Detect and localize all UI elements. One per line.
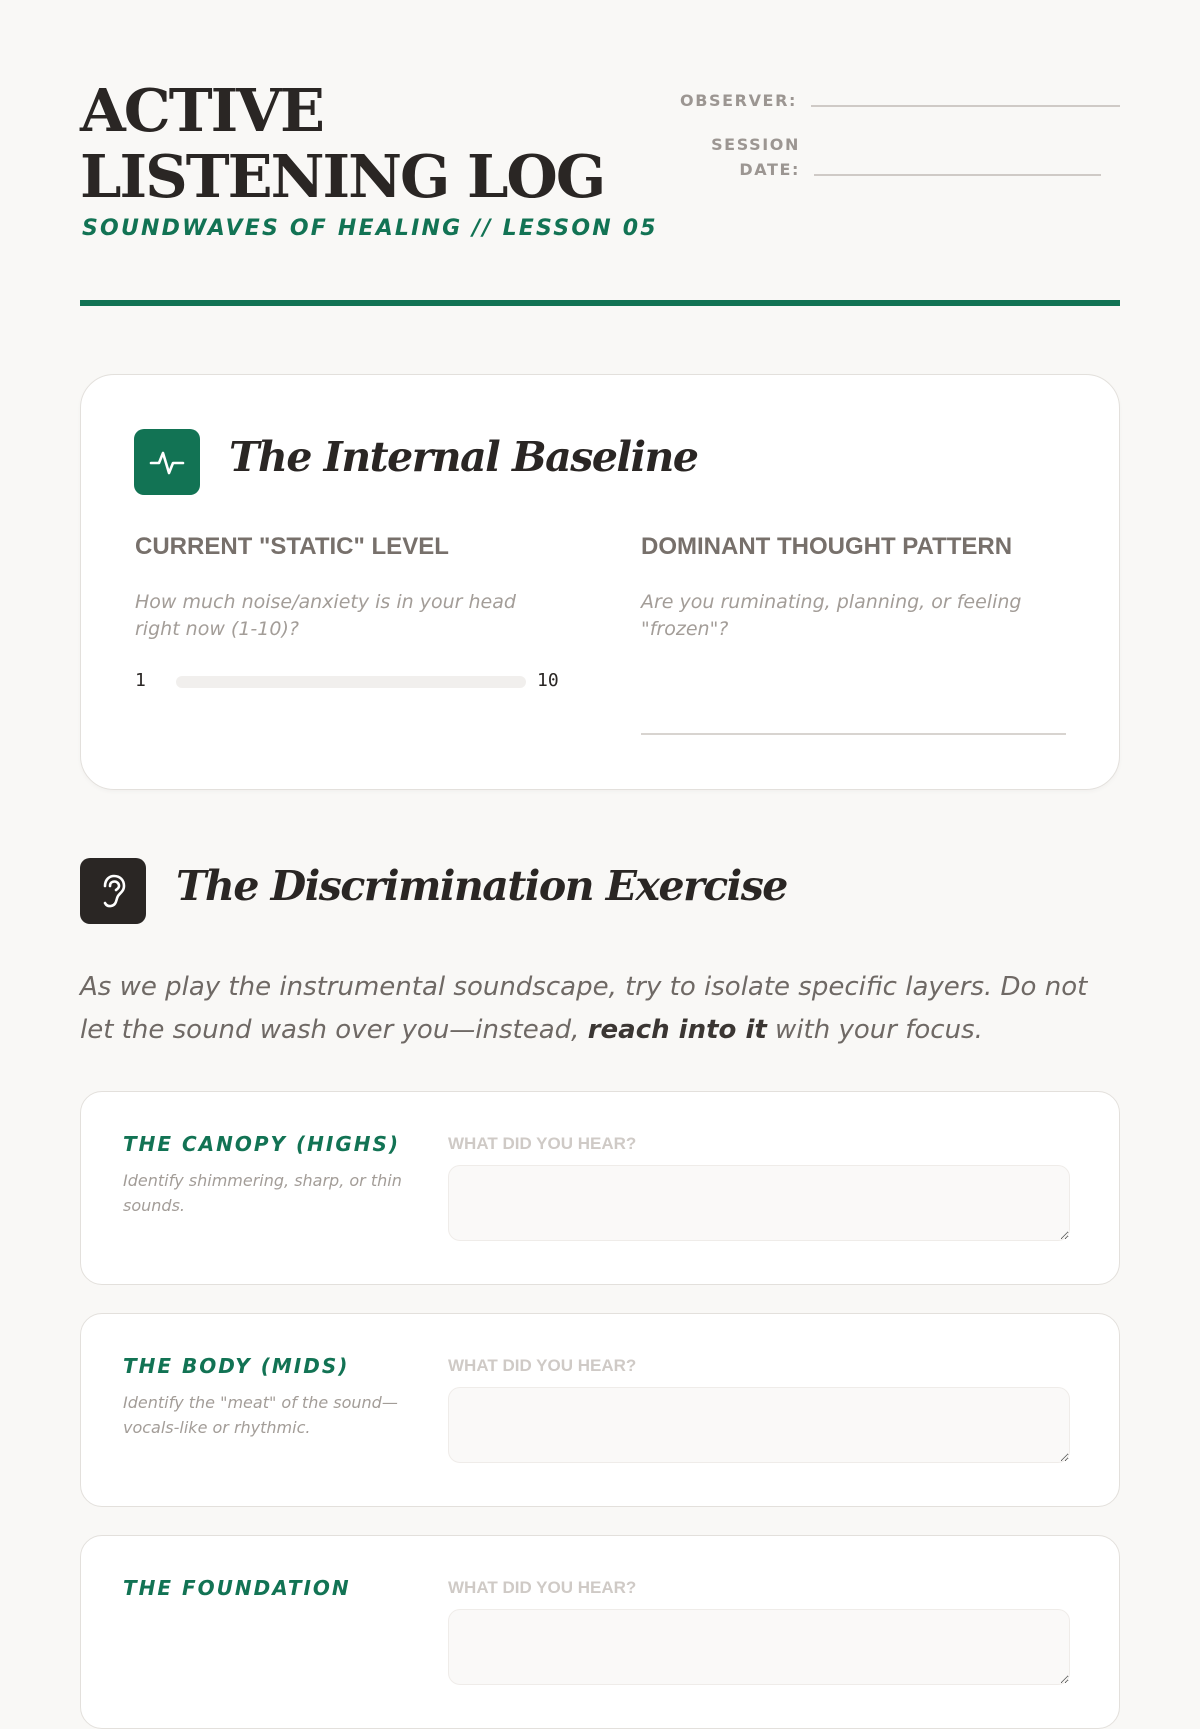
pulse-icon (134, 429, 200, 495)
static-level-slider[interactable] (176, 676, 526, 688)
foundation-answer-input[interactable] (448, 1609, 1070, 1685)
thought-pattern-field[interactable] (641, 733, 1066, 735)
intro-text-end: with your focus. (766, 1015, 983, 1045)
static-level-help: How much noise/anxiety is in your head right now (1-10)? (135, 591, 516, 640)
layer-card-highs (80, 1091, 1120, 1285)
layer-question: WHAT DID YOU HEAR? (448, 1578, 637, 1597)
discrimination-intro (80, 966, 1120, 1052)
layer-name: THE FOUNDATION (123, 1576, 351, 1600)
slider-max-label: 10 (537, 670, 559, 691)
thought-pattern-help: Are you ruminating, planning, or feeling "frozen"? (641, 591, 1022, 640)
observer-label: OBSERVER: (680, 91, 798, 110)
layer-question: WHAT DID YOU HEAR? (448, 1356, 637, 1375)
layer-card-mids (80, 1313, 1120, 1507)
session-date-label: SESSION DATE: (711, 135, 800, 179)
session-date-field[interactable] (814, 173, 1101, 176)
session-date-row (680, 132, 1120, 182)
header-divider (80, 300, 1120, 306)
thought-pattern-label: DOMINANT THOUGHT PATTERN (641, 533, 1013, 560)
highs-answer-input[interactable] (448, 1165, 1070, 1241)
page-subtitle: SOUNDWAVES OF HEALING // LESSON 05 (82, 216, 658, 241)
mids-answer-input[interactable] (448, 1387, 1070, 1463)
layer-card-foundation (80, 1535, 1120, 1729)
static-level-label: CURRENT "STATIC" LEVEL (135, 533, 449, 560)
layer-name: THE CANOPY (HIGHS) (123, 1132, 401, 1156)
baseline-title: The Internal Baseline (229, 433, 698, 481)
page-title: ACTIVE LISTENING LOG (80, 76, 605, 211)
layer-name: THE BODY (MIDS) (123, 1354, 350, 1378)
layer-question: WHAT DID YOU HEAR? (448, 1134, 637, 1153)
internal-baseline-card (80, 374, 1120, 790)
layer-help: Identify the "meat" of the sound—vocals-like or rhythmic. (123, 1393, 398, 1437)
layer-help: Identify shimmering, sharp, or thin sounds. (123, 1171, 402, 1215)
page-header (80, 0, 1120, 300)
intro-text-start: As we play the instrumental soundscape, try to isolate specific layers. Do not let the sound wash over you—instead, (80, 972, 1088, 1045)
intro-emphasis: reach into it (587, 1015, 767, 1045)
observer-field[interactable] (811, 104, 1120, 107)
observer-row (680, 88, 1120, 113)
slider-min-label: 1 (135, 670, 146, 691)
ear-icon (80, 858, 146, 924)
discrimination-title: The Discrimination Exercise (176, 862, 787, 910)
worksheet-page (80, 0, 1120, 1600)
